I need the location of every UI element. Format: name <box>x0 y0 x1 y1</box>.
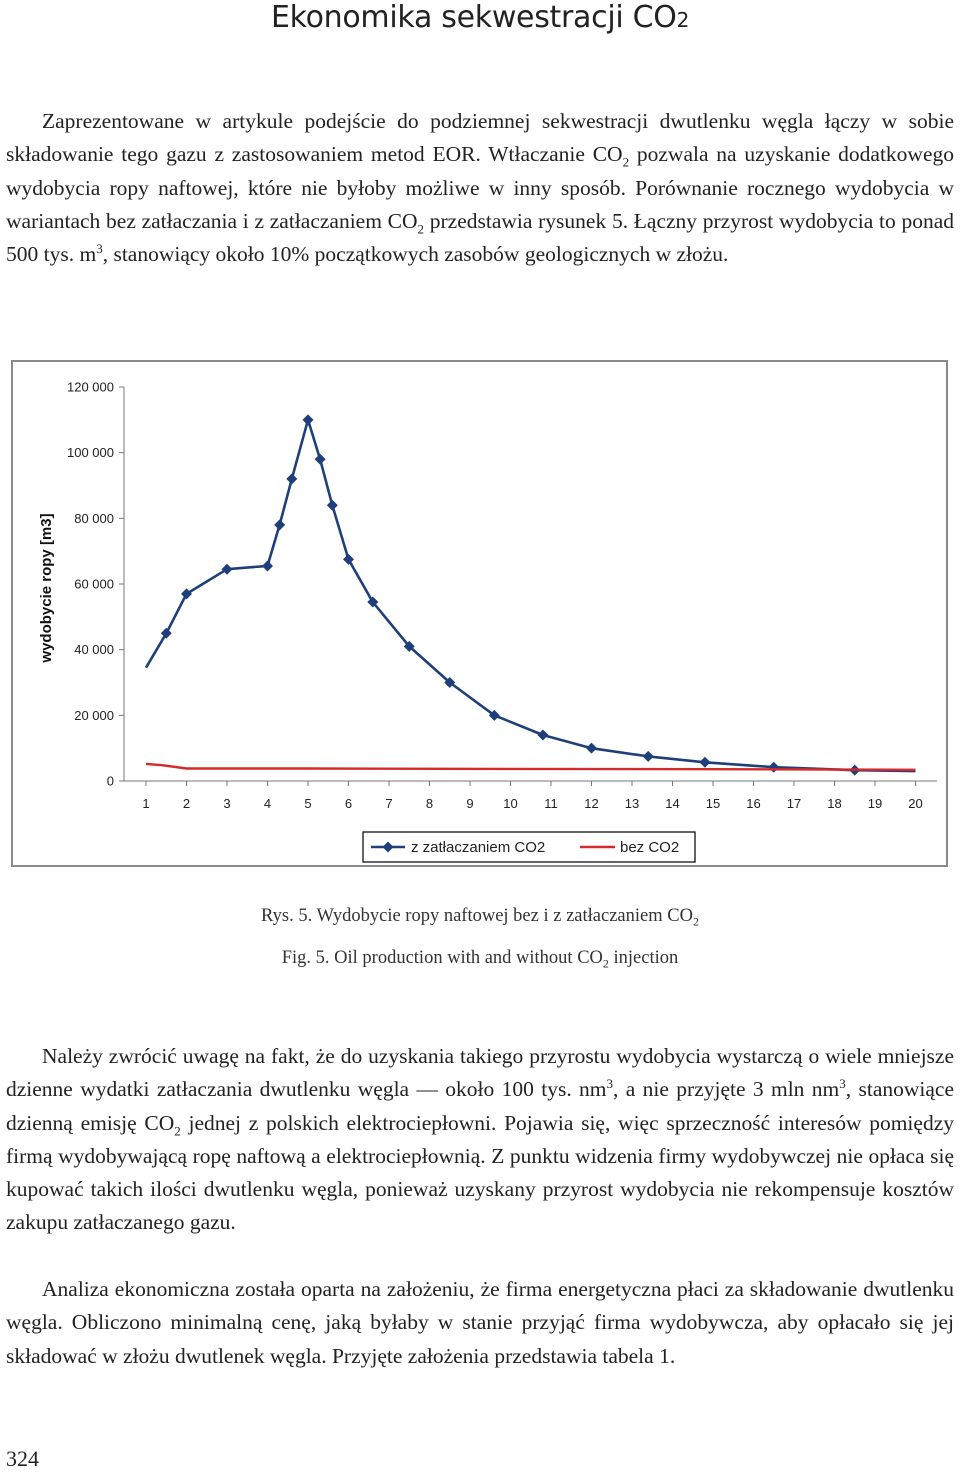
paragraph-discussion-text-4: jednej z polskich elektrociepłowni. Pojawia się, więc sprzeczność interesów pomiędzy firmą wydobywającą ropę naftową a elektrociepłownią. Z punktu widzenia firmy wydobywczej nie opłaca się kupować takich ilości dwutlenku węgla, ponieważ uzyskany przyrost wydobycia nie rekompensuje kosztów zakupu zatłaczanego gazu. <box>6 1110 954 1235</box>
x-tick-label: 11 <box>544 796 558 811</box>
co2-subscript: 2 <box>417 221 425 237</box>
paragraph-intro-text-3: przedstawia rysunek 5. Łączny przyrost wydobycia to ponad 500 tys. m <box>6 208 954 267</box>
data-point-marker <box>262 560 273 571</box>
y-tick-label: 120 000 <box>67 379 114 395</box>
data-point-marker <box>586 743 597 754</box>
y-tick-label: 20 000 <box>74 707 114 723</box>
data-point-marker <box>643 751 654 762</box>
data-point-marker <box>303 414 314 425</box>
data-point-marker <box>274 519 285 530</box>
paragraph-discussion-text-2: , a nie przyjęte 3 mln nm <box>613 1077 840 1102</box>
paragraph-discussion-text-3: , stanowiące dzienną emisję CO <box>6 1077 955 1135</box>
line-chart <box>13 362 946 865</box>
unit-superscript: 3 <box>839 1076 846 1092</box>
x-tick-label: 13 <box>624 796 640 811</box>
data-point-marker <box>327 500 338 511</box>
co2-subscript: 2 <box>174 1122 181 1138</box>
data-point-marker <box>699 757 710 768</box>
x-tick-label: 9 <box>466 796 474 811</box>
x-tick-label: 19 <box>867 796 883 811</box>
running-header-subscript: 2 <box>676 8 690 32</box>
figure-caption-pl <box>0 906 960 927</box>
series-layer <box>146 414 916 775</box>
x-tick-label: 7 <box>385 796 393 811</box>
data-point-marker <box>343 554 354 565</box>
x-tick-label: 5 <box>304 796 312 811</box>
y-tick-label: 0 <box>106 773 114 789</box>
legend-label-with-co2: z zatłaczaniem CO2 <box>411 839 546 856</box>
x-axis <box>124 781 937 811</box>
x-tick-label: 10 <box>503 796 518 811</box>
data-point-marker <box>768 762 779 773</box>
figure-oil-production-chart <box>11 360 948 867</box>
data-point-marker <box>315 454 326 465</box>
y-axis <box>67 380 124 789</box>
x-tick-label: 4 <box>263 796 272 811</box>
y-tick-label: 60 000 <box>74 576 114 592</box>
paragraph-analysis <box>6 1273 954 1373</box>
co2-subscript: 2 <box>602 956 609 971</box>
x-tick-label: 17 <box>786 796 802 811</box>
legend-label-without-co2: bez CO2 <box>620 839 680 856</box>
series-line-without-co2 <box>146 764 916 770</box>
x-tick-label: 2 <box>182 796 191 811</box>
co2-subscript: 2 <box>692 914 699 929</box>
unit-superscript: 3 <box>606 1076 614 1092</box>
x-tick-label: 14 <box>665 796 680 811</box>
y-tick-label: 40 000 <box>74 642 114 658</box>
x-tick-label: 16 <box>746 796 761 811</box>
data-point-marker <box>222 564 233 575</box>
paragraph-discussion-text-1: Należy zwrócić uwagę na fakt, że do uzyskania takiego przyrostu wydobycia wystarczą o wiele mniejsze dzienne wydatki zatłaczania dwutlenku węgla — około 100 tys. nm <box>6 1044 954 1102</box>
paragraph-intro-text-1: Zaprezentowane w artykule podejście do podziemnej sekwestracji dwutlenku węgla łączy w sobie składowanie tego gazu z zastosowaniem metod EOR. Wtłaczanie CO <box>6 109 954 167</box>
figure-caption-en-text-1: Fig. 5. Oil production with and without CO <box>281 948 603 968</box>
y-tick-label: 100 000 <box>67 445 114 461</box>
legend <box>363 832 695 862</box>
paragraph-intro-text-4: , stanowiący około 10% początkowych zasobów geologicznych w złożu. <box>102 242 729 267</box>
x-tick-label: 8 <box>425 796 434 811</box>
x-tick-label: 3 <box>223 796 231 811</box>
figure-caption-en <box>0 948 960 969</box>
unit-superscript: 3 <box>96 241 103 257</box>
figure-caption-pl-text: Rys. 5. Wydobycie ropy naftowej bez i z zatłaczaniem CO <box>261 906 693 926</box>
series-line-with-co2 <box>146 420 916 771</box>
running-header-title: Ekonomika sekwestracji CO <box>270 0 677 35</box>
x-tick-label: 1 <box>142 796 150 811</box>
x-tick-label: 12 <box>584 796 599 811</box>
paragraph-analysis-text: Analiza ekonomiczna została oparta na założeniu, że firma energetyczna płaci za składowanie dwutlenku węgla. Obliczono minimalną cenę, jaką byłaby w stanie przyjąć firma wydobywcza, aby opłacało się jej składować w złożu dwutlenek węgla. Przyjęte założenia przedstawia tabela 1. <box>6 1277 954 1368</box>
figure-caption-en-text-2: injection <box>608 948 679 968</box>
running-header <box>0 0 960 35</box>
x-tick-label: 6 <box>344 796 353 811</box>
paragraph-intro-text-2: pozwala na uzyskanie dodatkowego wydobycia ropy naftowej, które nie byłoby możliwe w inny sposób. Porównanie rocznego wydobycia w wariantach bez zatłaczania i z zatłaczaniem CO <box>6 142 954 233</box>
x-tick-label: 20 <box>908 796 923 811</box>
page-number: 324 <box>6 1446 39 1471</box>
x-tick-label: 18 <box>827 796 842 811</box>
paragraph-discussion <box>6 1040 954 1240</box>
co2-subscript: 2 <box>622 154 630 170</box>
y-axis-label: wydobycie ropy [m3] <box>38 513 55 663</box>
data-point-marker <box>181 588 192 599</box>
x-tick-label: 15 <box>705 796 721 811</box>
data-point-marker <box>537 730 548 741</box>
paragraph-intro <box>6 105 954 271</box>
y-tick-label: 80 000 <box>74 510 114 526</box>
data-point-marker <box>161 628 172 639</box>
data-point-marker <box>286 473 297 484</box>
